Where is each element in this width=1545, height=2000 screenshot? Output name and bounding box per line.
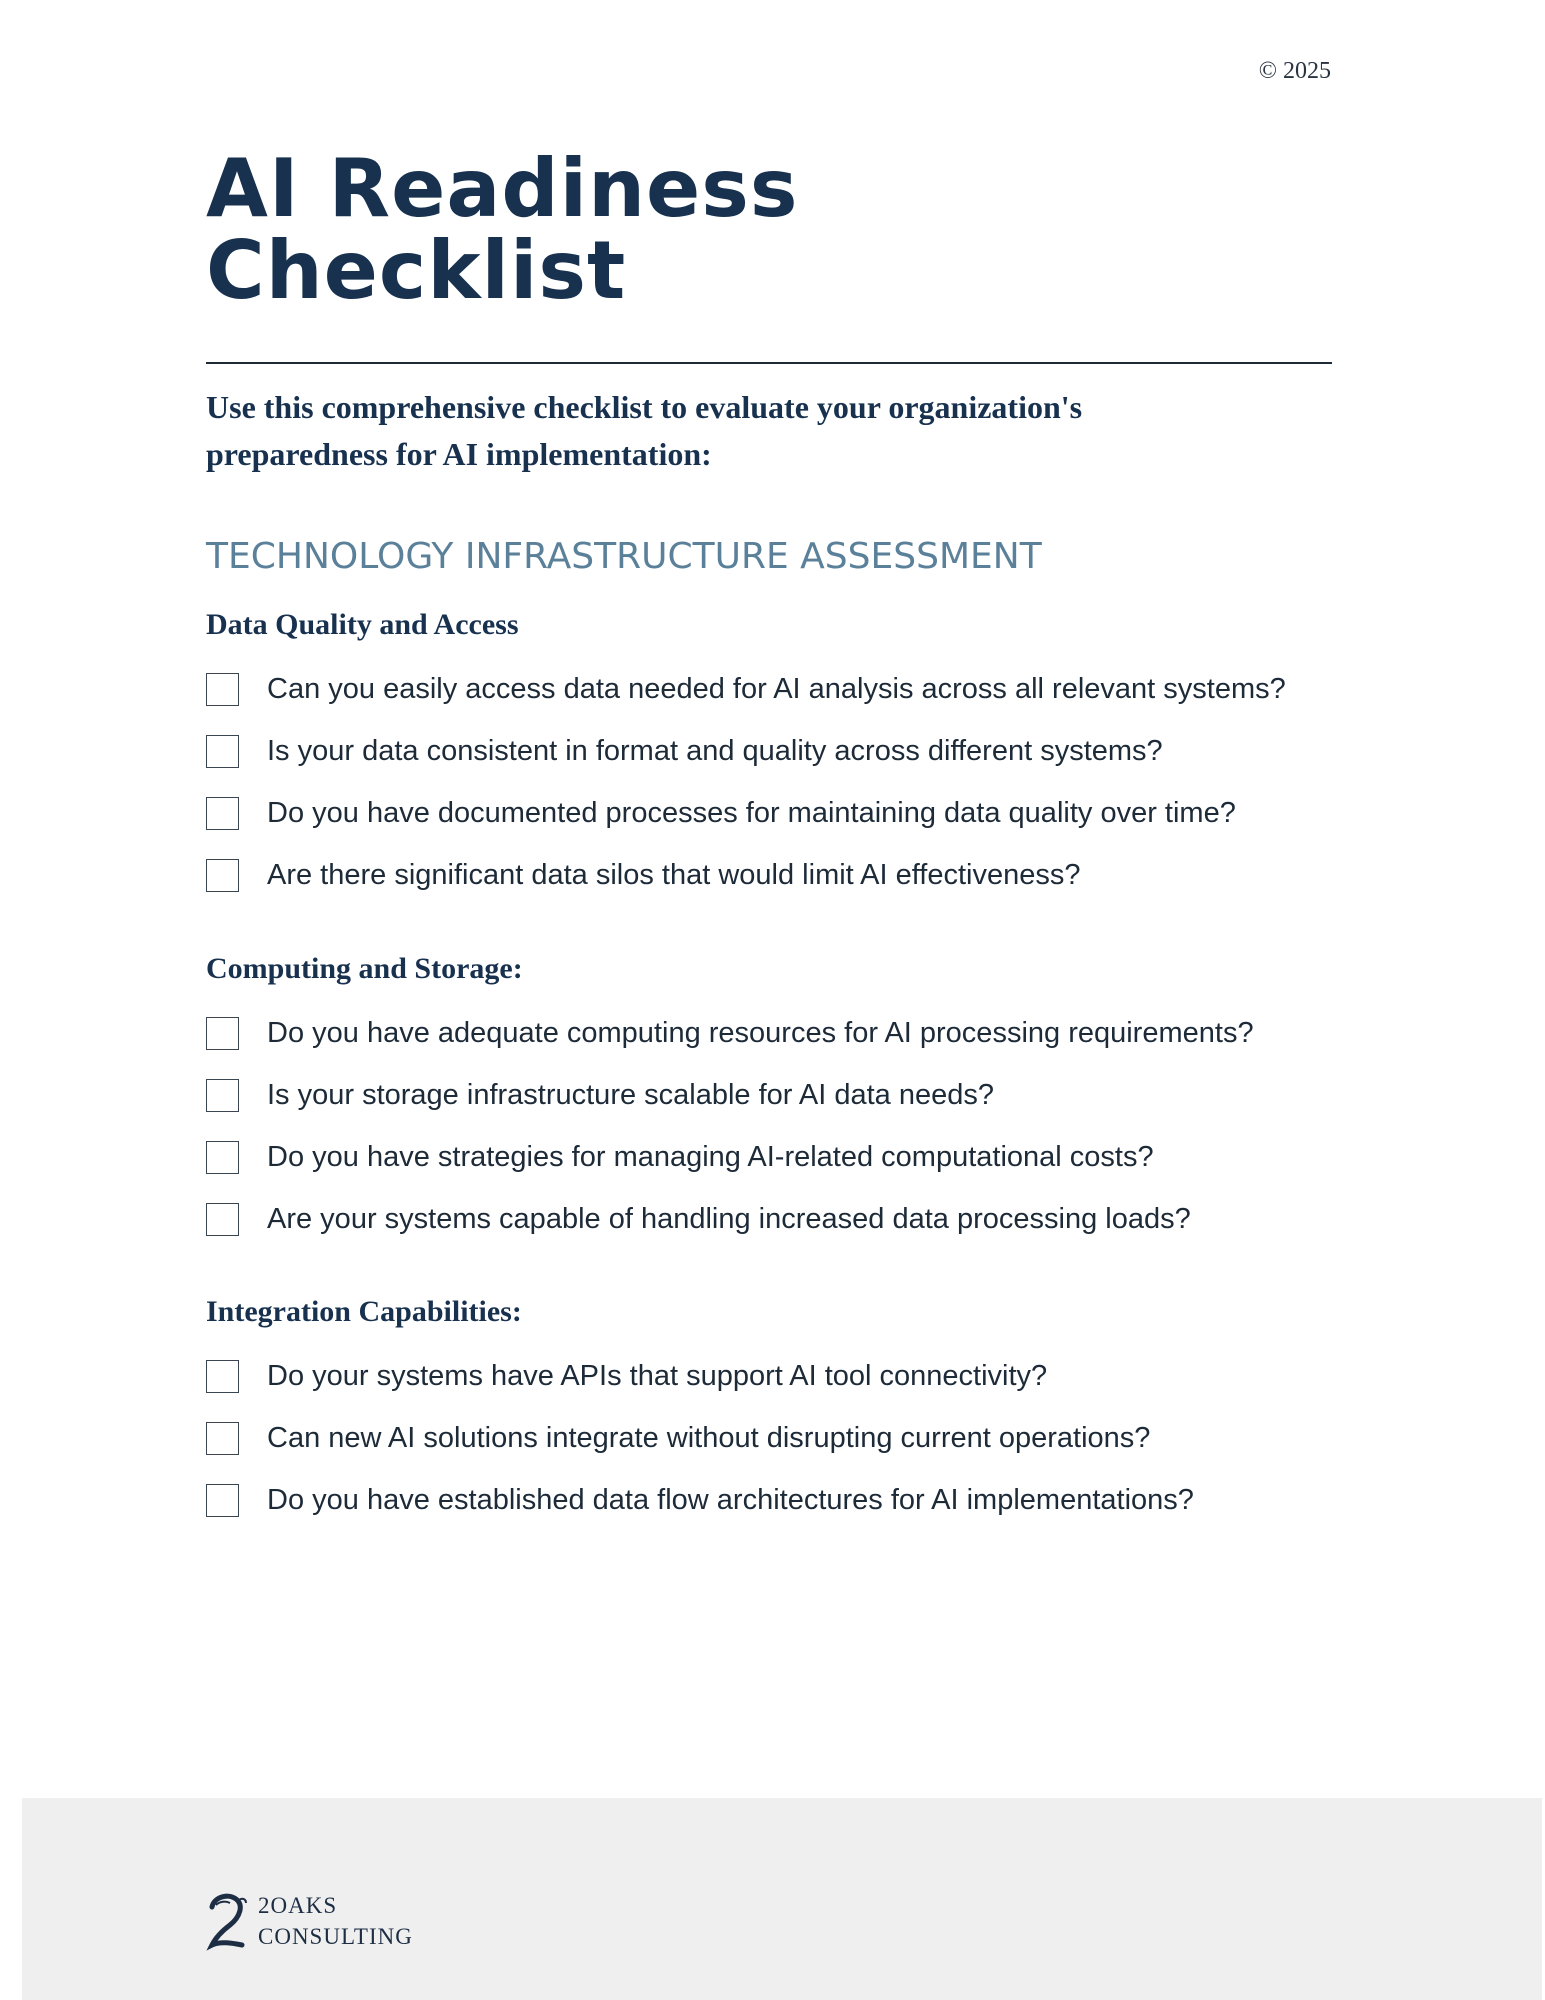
copyright-notice: © 2025 — [1258, 58, 1331, 84]
checklist-item — [206, 1002, 1406, 1064]
logo-line-1: 2OAKS — [258, 1893, 338, 1918]
checklist-item — [206, 658, 1406, 720]
footer — [22, 1798, 1542, 2000]
checklist-item — [206, 1407, 1406, 1469]
checklist-item-text: Can new AI solutions integrate without disrupting current operations? — [267, 1421, 1151, 1454]
checklist-item — [206, 782, 1406, 844]
checklist-item — [206, 1345, 1406, 1407]
checkbox[interactable] — [206, 673, 239, 706]
page-title — [206, 142, 1206, 317]
checklist-item-text: Do your systems have APIs that support AI tool connectivity? — [267, 1359, 1048, 1392]
checklist-item-text: Do you have documented processes for maintaining data quality over time? — [267, 796, 1236, 829]
checklist-item — [206, 844, 1406, 906]
checkbox[interactable] — [206, 1017, 239, 1050]
logo-wordmark — [258, 1890, 413, 1952]
checklist-item — [206, 720, 1406, 782]
group-title-computing-storage: Computing and Storage: — [206, 952, 523, 985]
checkbox[interactable] — [206, 797, 239, 830]
checklist-item-text: Do you have established data flow architectures for AI implementations? — [267, 1483, 1194, 1516]
checklist-item-text: Do you have strategies for managing AI-related computational costs? — [267, 1140, 1154, 1173]
page-title-line-2: Checklist — [206, 224, 627, 317]
company-logo — [206, 1890, 413, 1952]
section-heading: TECHNOLOGY INFRASTRUCTURE ASSESSMENT — [206, 536, 1042, 577]
page-title-line-1: AI Readiness — [206, 142, 799, 235]
group-title-data-quality: Data Quality and Access — [206, 608, 519, 641]
intro-text: Use this comprehensive checklist to evaluate your organization's preparedness for AI implementation: — [206, 389, 1083, 472]
checkbox[interactable] — [206, 1141, 239, 1174]
2oaks-logo-icon — [206, 1891, 248, 1951]
logo-line-2: CONSULTING — [258, 1924, 413, 1949]
title-divider — [206, 362, 1332, 364]
checklist-item-text: Is your storage infrastructure scalable for AI data needs? — [267, 1078, 995, 1111]
checklist-item-text: Are there significant data silos that would limit AI effectiveness? — [267, 858, 1081, 891]
checklist-item-text: Can you easily access data needed for AI analysis across all relevant systems? — [267, 672, 1286, 705]
checklist-item-text: Is your data consistent in format and quality across different systems? — [267, 734, 1163, 767]
group-title-integration: Integration Capabilities: — [206, 1295, 522, 1328]
checklist-item — [206, 1126, 1406, 1188]
checklist-item — [206, 1469, 1406, 1531]
checkbox[interactable] — [206, 1422, 239, 1455]
checklist-group-computing-storage — [206, 1002, 1406, 1250]
checklist-item — [206, 1064, 1406, 1126]
checklist-item — [206, 1188, 1406, 1250]
checkbox[interactable] — [206, 1079, 239, 1112]
checkbox[interactable] — [206, 1360, 239, 1393]
checkbox[interactable] — [206, 735, 239, 768]
checklist-group-data-quality — [206, 658, 1406, 906]
checklist-group-integration — [206, 1345, 1406, 1531]
checkbox[interactable] — [206, 859, 239, 892]
checklist-item-text: Do you have adequate computing resources for AI processing requirements? — [267, 1016, 1254, 1049]
checkbox[interactable] — [206, 1203, 239, 1236]
checkbox[interactable] — [206, 1484, 239, 1517]
checklist-item-text: Are your systems capable of handling increased data processing loads? — [267, 1202, 1191, 1235]
